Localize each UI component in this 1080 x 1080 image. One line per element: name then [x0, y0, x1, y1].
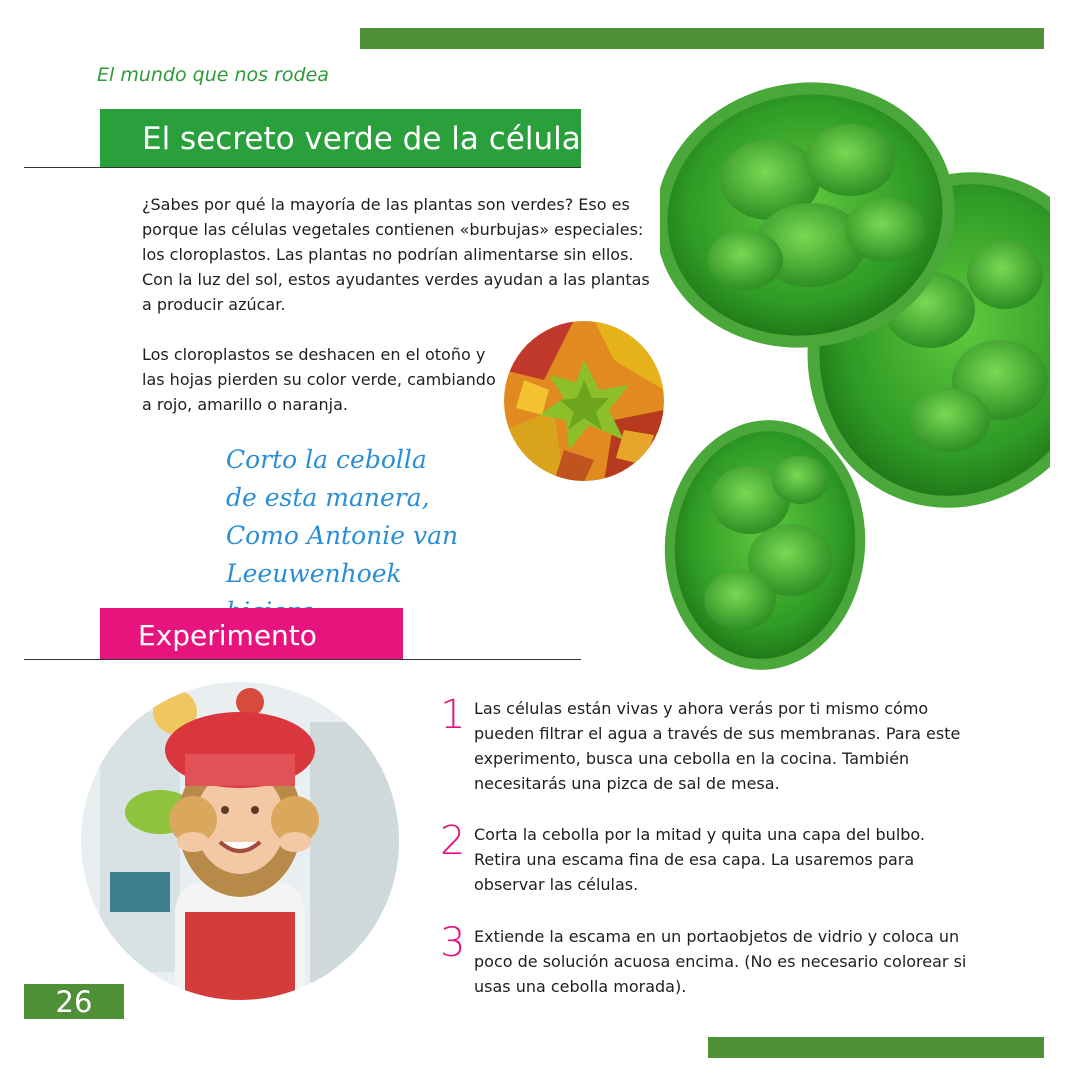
green-cells-illustration: [660, 70, 1050, 680]
section-header: El mundo que nos rodea: [97, 64, 329, 86]
step-text: Corta la cebolla por la mitad y quita una capa del bulbo. Retira una escama fina de esa capa. La usaremos para observar las células.: [474, 825, 926, 894]
experiment-divider: [24, 659, 581, 660]
handwritten-note: Corto la cebolla de esta manera, Como Antonie van Leeuwenhoek: [226, 445, 459, 588]
step-text: Las células están vivas y ahora verás por ti mismo cómo pueden filtrar el agua a través de sus membranas. Para este experimento, busca una cebolla en la cocina. También necesitarás una pizca de sal de mesa.: [474, 699, 961, 793]
intro-paragraph-1: ¿Sabes por qué la mayoría de las plantas son verdes? Eso es porque las células vegetales contienen «burbujas» especiales: los cloroplastos. Las plantas no podrían alimentarse sin ellos. Con la luz del sol, estos ayudantes verdes ayudan a las plantas a producir azúcar.: [142, 195, 650, 314]
page-number: 26: [24, 984, 124, 1019]
step-number: 2: [440, 818, 466, 864]
step-text: Extiende la escama en un portaobjetos de vidrio y coloca un poco de solución acuosa encima. (No es necesario colorear si usas una cebolla morada).: [474, 927, 967, 996]
girl-with-onions-image: [80, 682, 400, 1000]
step-number: 3: [440, 920, 466, 966]
top-decor-bar: [360, 28, 1044, 49]
experiment-heading: Experimento: [100, 608, 403, 659]
bottom-decor-bar: [708, 1037, 1044, 1058]
step-number: 1: [440, 692, 466, 738]
intro-paragraph-2: Los cloroplastos se deshacen en el otoño y las hojas pierden su color verde, cambiando a rojo, amarillo o naranja.: [142, 345, 496, 414]
page-title: El secreto verde de la célula: [100, 109, 581, 167]
title-divider: [24, 167, 581, 168]
